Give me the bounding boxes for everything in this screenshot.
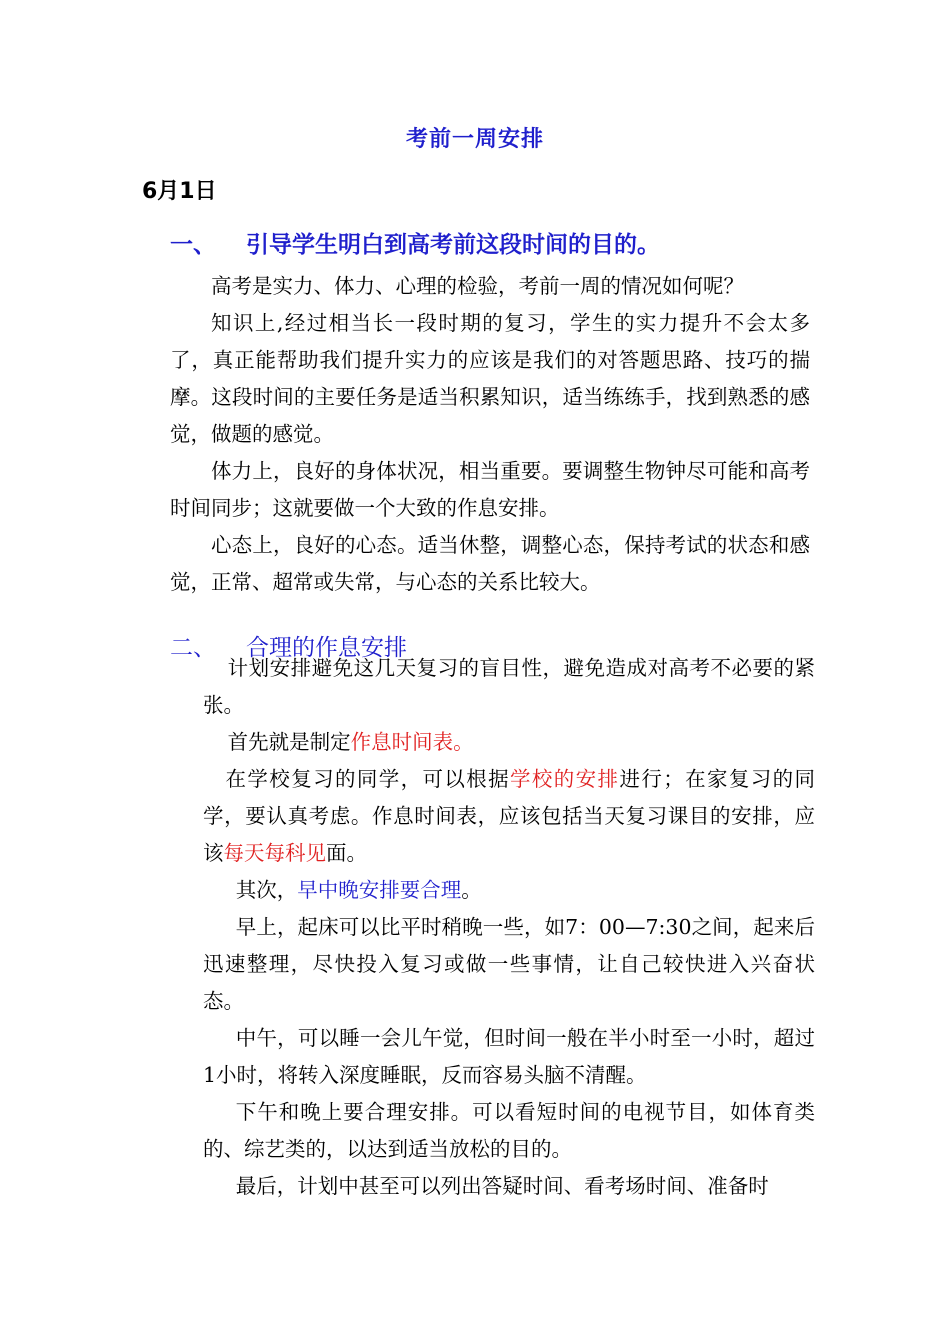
section-1-title: 引导学生明白到高考前这段时间的目的。 <box>246 232 660 258</box>
section-2-title: 合理的作息安排 <box>246 635 407 661</box>
section-2-number: 二、 <box>170 635 216 661</box>
p4-text-b: 。 <box>461 878 482 902</box>
p4-text-a: 其次， <box>235 878 298 902</box>
section-2-paragraph-8: 最后，计划中甚至可以列出答疑时间、看考场时间、准备时 <box>235 1174 769 1198</box>
p4-emphasis-daily-plan: 早中晚安排要合理 <box>297 878 462 902</box>
section-1-paragraph-4: 心态上，良好的心态。适当休整，调整心态，保持考试的状态和感觉，正常、超常或失常，与心态的关系比较大。 <box>170 533 810 594</box>
p3-emphasis-school-plan: 学校的安排 <box>510 767 620 791</box>
p3-text-a: 在学校复习的同学，可以根据 <box>225 767 511 791</box>
section-1-heading <box>170 226 660 259</box>
section-2-paragraph-3 <box>203 761 815 872</box>
section-2-body <box>203 650 815 1205</box>
p2-emphasis-schedule: 作息时间表。 <box>350 730 474 754</box>
p3-text-c: 面。 <box>326 841 367 865</box>
p2-text: 首先就是制定 <box>227 730 351 754</box>
section-2-paragraph-5: 早上，起床可以比平时稍晚一些，如7：00—7:30之间，起来后迅速整理，尽快投入复习或做一些事情，让自己较快进入兴奋状态。 <box>203 915 815 1013</box>
section-2-paragraph-4 <box>203 872 815 909</box>
section-1-paragraph-2: 知识上,经过相当长一段时期的复习，学生的实力提升不会太多了，真正能帮助我们提升实力的应该是我们的对答题思路、技巧的揣摩。这段时间的主要任务是适当积累知识，适当练练手，找到熟悉的感觉，做题的感觉。 <box>170 311 810 446</box>
p3-emphasis-daily-subjects: 每天每科见 <box>223 841 326 865</box>
section-1-paragraph-1: 高考是实力、体力、心理的检验，考前一周的情况如何呢？ <box>211 274 744 298</box>
date-heading: 6月1日 <box>142 179 217 204</box>
section-2-paragraph-2 <box>203 724 815 761</box>
p3-text-b: 进行；在家复习的同学，要认真考虑。作息时间表，应该包括当天复习课目的安排，应该 <box>203 767 816 865</box>
section-2-paragraph-1: 计划安排避免这几天复习的盲目性，避免造成对高考不必要的紧张。 <box>203 656 815 717</box>
section-1-number: 一、 <box>170 232 216 258</box>
section-2-paragraph-6: 中午，可以睡一会儿午觉，但时间一般在半小时至一小时，超过1小时，将转入深度睡眠，反而容易头脑不清醒。 <box>203 1026 815 1087</box>
document-title: 考前一周安排 <box>405 127 544 152</box>
section-1-paragraph-3: 体力上，良好的身体状况，相当重要。要调整生物钟尽可能和高考时间同步；这就要做一个大致的作息安排。 <box>170 459 810 520</box>
section-1-body <box>170 268 810 601</box>
section-2-paragraph-7: 下午和晚上要合理安排。可以看短时间的电视节目，如体育类的、综艺类的，以达到适当放松的目的。 <box>203 1100 815 1161</box>
